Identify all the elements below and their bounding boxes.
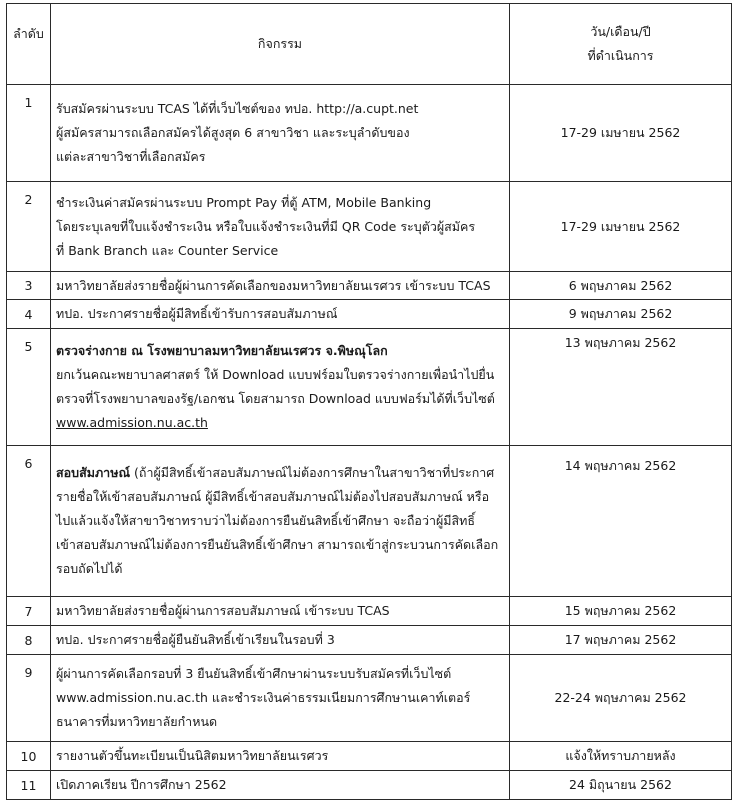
row-activity [51,85,510,182]
activity-line-rest: (ถ้าผู้มีสิทธิ์เข้าสอบสัมภาษณ์ไม่ต้องการศึกษาในสาขาวิชาที่ประกาศ [130,465,495,480]
row-activity [51,446,510,597]
row-activity [51,771,510,800]
row-number: 8 [7,626,51,655]
header-row [7,4,732,85]
activity-line: ทปอ. ประกาศรายชื่อผู้มีสิทธิ์เข้ารับการสอบสัมภาษณ์ [56,306,338,321]
activity-line: ชำระเงินค่าสมัครผ่านระบบ Prompt Pay ที่ตู้ ATM, Mobile Banking [56,194,432,210]
row-number: 4 [7,300,51,329]
table-row [7,597,732,626]
table-row [7,446,732,597]
row-activity [51,597,510,626]
activity-line: มหาวิทยาลัยส่งรายชื่อผู้ผ่านการสอบสัมภาษณ์ เข้าระบบ TCAS [56,603,390,618]
row-date: 9 พฤษภาคม 2562 [510,300,732,329]
row-date: 17-29 เมษายน 2562 [510,182,732,272]
table-row [7,272,732,300]
activity-line: ทปอ. ประกาศรายชื่อผู้ยืนยันสิทธิ์เข้าเรียนในรอบที่ 3 [56,632,335,647]
row-number: 10 [7,742,51,771]
activity-line: รายงานตัวขึ้นทะเบียนเป็นนิสิตมหาวิทยาลัยนเรศวร [56,748,329,763]
schedule-table-container [6,3,732,800]
header-no: ลำดับ [7,4,51,85]
header-date [510,4,732,85]
activity-line [56,461,504,485]
row-number: 11 [7,771,51,800]
row-number: 2 [7,182,51,272]
activity-line: แต่ละสาขาวิชาที่เลือกสมัคร [56,149,206,164]
row-number: 6 [7,446,51,597]
activity-line-bold: ตรวจร่างกาย ณ โรงพยาบาลมหาวิทยาลัยนเรศวร จ.พิษณุโลก [56,343,388,358]
row-activity [51,626,510,655]
row-activity [51,742,510,771]
header-date-line1: วัน/เดือน/ปี [590,24,651,39]
activity-line: รับสมัครผ่านระบบ TCAS ได้ที่เว็บไซต์ของ ทปอ. http://a.cupt.net [56,101,419,116]
row-activity [51,300,510,329]
table-row [7,626,732,655]
header-activity: กิจกรรม [51,4,510,85]
row-number: 7 [7,597,51,626]
table-row [7,182,732,272]
row-activity [51,655,510,742]
row-date: 13 พฤษภาคม 2562 [510,329,732,446]
activity-line: ยกเว้นคณะพยาบาลศาสตร์ ให้ Download แบบฟร์อมใบตรวจร่างกายเพื่อนำไปยื่น [56,367,495,382]
row-activity [51,329,510,446]
activity-line: ธนาคารที่มหาวิทยาลัยกำหนด [56,714,218,729]
activity-line: ไปแล้วแจ้งให้สาขาวิชาทราบว่าไม่ต้องการยืนยันสิทธิ์เข้าศึกษา จะถือว่าผู้มีสิทธิ์ [56,513,476,528]
activity-line: ผู้สมัครสามารถเลือกสมัครได้สูงสุด 6 สาขาวิชา และระบุลำดับของ [56,125,410,140]
activity-line: www.admission.nu.ac.th และชำระเงินค่าธรรมเนียมการศึกษานเคาท์เตอร์ [56,690,471,705]
row-number: 5 [7,329,51,446]
row-date: 14 พฤษภาคม 2562 [510,446,732,597]
schedule-table [6,3,732,800]
interview-bold-label: สอบสัมภาษณ์ [56,465,131,480]
activity-line: มหาวิทยาลัยส่งรายชื่อผู้ผ่านการคัดเลือกของมหาวิทยาลัยนเรศวร เข้าระบบ TCAS [56,277,491,293]
table-row [7,85,732,182]
table-row [7,771,732,800]
row-date: แจ้งให้ทราบภายหลัง [510,742,732,771]
activity-line: ผู้ผ่านการคัดเลือกรอบที่ 3 ยืนยันสิทธิ์เข้าศึกษาผ่านระบบรับสมัครที่เว็บไซต์ [56,666,452,681]
activity-line: เปิดภาคเรียน ปีการศึกษา 2562 [56,777,227,792]
activity-line: รอบถัดไปได้ [56,561,123,576]
row-date: 24 มิถุนายน 2562 [510,771,732,800]
table-row [7,329,732,446]
table-row [7,742,732,771]
row-date: 17-29 เมษายน 2562 [510,85,732,182]
row-date: 6 พฤษภาคม 2562 [510,272,732,300]
row-number: 9 [7,655,51,742]
row-activity [51,182,510,272]
table-row [7,300,732,329]
row-date: 17 พฤษภาคม 2562 [510,626,732,655]
row-number: 1 [7,85,51,182]
activity-line: รายชื่อให้เข้าสอบสัมภาษณ์ ผู้มีสิทธิ์เข้าสอบสัมภาษณ์ไม่ต้องไปสอบสัมภาษณ์ หรือ [56,489,490,504]
row-date: 22-24 พฤษภาคม 2562 [510,655,732,742]
activity-line: ที่ Bank Branch และ Counter Service [56,242,279,258]
table-row [7,655,732,742]
row-date: 15 พฤษภาคม 2562 [510,597,732,626]
activity-line: เข้าสอบสัมภาษณ์ไม่ต้องการยืนยันสิทธิ์เข้าศึกษา สามารถเข้าสู่กระบวนการคัดเลือก [56,537,499,552]
header-date-line2: ที่ดำเนินการ [587,48,654,63]
row-number: 3 [7,272,51,300]
activity-line: ตรวจที่โรงพยาบาลของรัฐ/เอกชน โดยสามารถ Download แบบฟอร์มได้ที่เว็บไซต์ [56,391,495,406]
row-activity [51,272,510,300]
admission-link[interactable]: www.admission.nu.ac.th [56,415,208,430]
activity-line: โดยระบุเลขที่ใบแจ้งชำระเงิน หรือใบแจ้งชำระเงินที่มี QR Code ระบุตัวผู้สมัคร [56,218,476,234]
